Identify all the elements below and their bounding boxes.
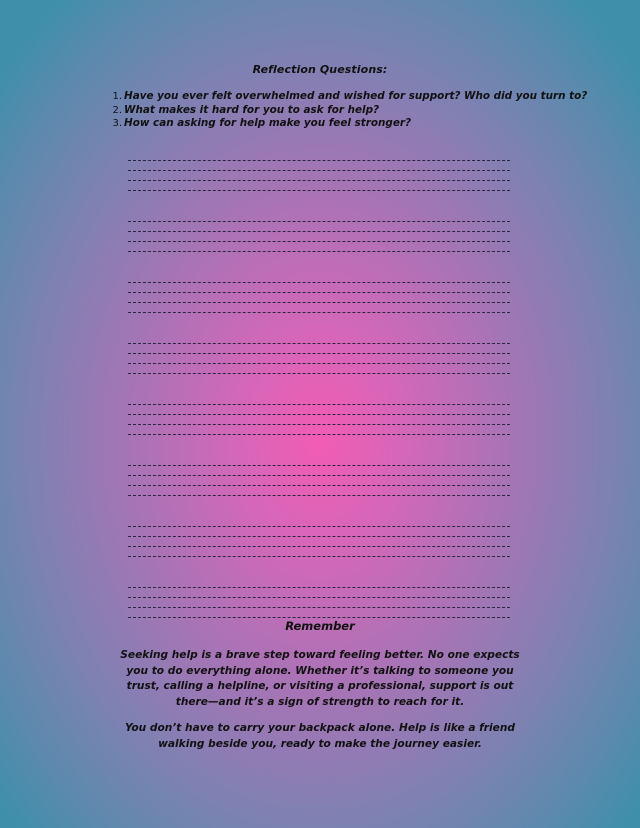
writing-line bbox=[128, 222, 510, 232]
reflection-title: Reflection Questions: bbox=[252, 63, 388, 76]
writing-line bbox=[128, 517, 510, 527]
writing-line bbox=[128, 608, 510, 618]
question-number: 3. bbox=[112, 118, 122, 129]
remember-paragraph-1: Seeking help is a brave step toward feeling better. No one expects you to do everything alone. Whether it’s talking to someone you trust, calling a helpline, or visiting a professional, support is out there—and it’s a sign of strength to reach for it. bbox=[120, 649, 520, 708]
writing-line bbox=[128, 212, 510, 222]
writing-line bbox=[128, 537, 510, 547]
writing-line-group bbox=[128, 273, 510, 334]
writing-line bbox=[128, 486, 510, 496]
question-text: What makes it hard for you to ask for help? bbox=[124, 103, 380, 116]
writing-line bbox=[128, 334, 510, 344]
reflection-questions-list bbox=[110, 90, 588, 131]
writing-line bbox=[128, 405, 510, 415]
writing-line bbox=[128, 273, 510, 283]
writing-line bbox=[128, 598, 510, 608]
writing-line-group bbox=[128, 517, 510, 578]
remember-heading: Remember bbox=[285, 619, 355, 633]
question-text: How can asking for help make you feel stronger? bbox=[124, 117, 412, 129]
writing-line-group bbox=[128, 395, 510, 456]
writing-line-group bbox=[128, 151, 510, 212]
question-number: 2. bbox=[112, 104, 122, 116]
writing-line bbox=[128, 578, 510, 588]
writing-line-group bbox=[128, 456, 510, 517]
question-text: Have you ever felt overwhelmed and wished for support? Who did you turn to? bbox=[124, 90, 588, 102]
question-number: 1. bbox=[112, 91, 122, 102]
question-item bbox=[110, 117, 550, 131]
writing-line bbox=[128, 466, 510, 476]
writing-lines-area bbox=[128, 151, 510, 639]
writing-line bbox=[128, 293, 510, 303]
writing-line bbox=[128, 364, 510, 374]
writing-line bbox=[128, 283, 510, 293]
writing-line bbox=[128, 456, 510, 466]
writing-line bbox=[128, 181, 510, 191]
writing-line bbox=[128, 527, 510, 537]
writing-line bbox=[128, 232, 510, 242]
writing-line bbox=[128, 425, 510, 435]
writing-line bbox=[128, 303, 510, 313]
writing-line bbox=[128, 547, 510, 557]
writing-line bbox=[128, 415, 510, 425]
writing-line bbox=[128, 161, 510, 171]
writing-line bbox=[128, 476, 510, 486]
remember-paragraph-2: You don’t have to carry your backpack alone. Help is like a friend walking beside you, ready to make the journey easier. bbox=[125, 722, 515, 750]
writing-line bbox=[128, 588, 510, 598]
writing-line-group bbox=[128, 334, 510, 395]
question-item bbox=[110, 90, 588, 104]
question-item bbox=[110, 104, 550, 118]
writing-line-group bbox=[128, 212, 510, 273]
writing-line bbox=[128, 344, 510, 354]
writing-line bbox=[128, 171, 510, 181]
writing-line bbox=[128, 242, 510, 252]
writing-line bbox=[128, 354, 510, 364]
writing-line bbox=[128, 151, 510, 161]
writing-line bbox=[128, 395, 510, 405]
